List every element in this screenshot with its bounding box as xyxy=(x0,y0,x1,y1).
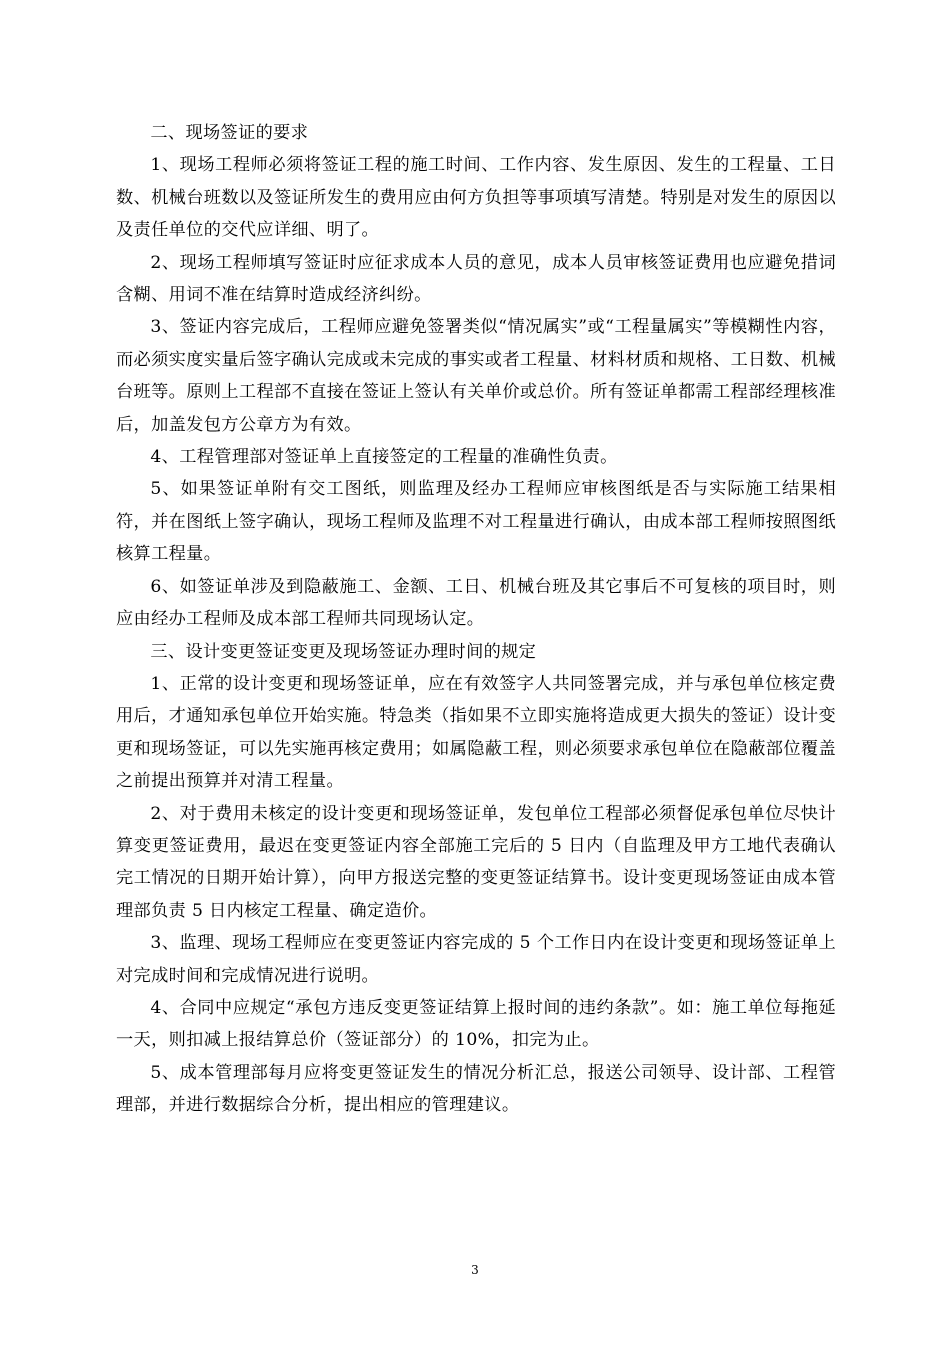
paragraph-3-1: 1、正常的设计变更和现场签证单，应在有效签字人共同签署完成，并与承包单位核定费用后，才通知承包单位开始实施。特急类（指如果不立即实施将造成更大损失的签证）设计变更和现场签证，可以先实施再核定费用；如属隐蔽工程，则必须要求承包单位在隐蔽部位覆盖之前提出预算并对清工程量。 xyxy=(116,673,836,792)
paragraph-3-5: 5、成本管理部每月应将变更签证发生的情况分析汇总，报送公司领导、设计部、工程管理部，并进行数据综合分析，提出相应的管理建议。 xyxy=(116,1062,836,1116)
paragraph-2-3: 3、签证内容完成后，工程师应避免签署类似“情况属实”或“工程量属实”等模糊性内容，而必须实度实量后签字确认完成或未完成的事实或者工程量、材料材质和规格、工日数、机械台班等。原则上工程部不直接在签证上签认有关单价或总价。所有签证单都需工程部经理核准后，加盖发包方公章方为有效。 xyxy=(116,317,836,435)
document-body xyxy=(116,117,836,1122)
paragraph-2-6: 6、如签证单涉及到隐蔽施工、金额、工日、机械台班及其它事后不可复核的项目时，则应由经办工程师及成本部工程师共同现场认定。 xyxy=(116,576,836,630)
paragraph-2-1: 1、现场工程师必须将签证工程的施工时间、工作内容、发生原因、发生的工程量、工日数、机械台班数以及签证所发生的费用应由何方负担等事项填写清楚。特别是对发生的原因以及责任单位的交代应详细、明了。 xyxy=(116,155,836,241)
paragraph-3-3: 3、监理、现场工程师应在变更签证内容完成的 5 个工作日内在设计变更和现场签证单上对完成时间和完成情况进行说明。 xyxy=(116,933,836,986)
section-heading-2: 二、现场签证的要求 xyxy=(150,123,309,143)
paragraph-2-2: 2、现场工程师填写签证时应征求成本人员的意见，成本人员审核签证费用也应避免措词含糊、用词不准在结算时造成经济纠纷。 xyxy=(116,252,836,306)
section-heading-3: 三、设计变更签证变更及现场签证办理时间的规定 xyxy=(150,641,537,662)
page-number: 3 xyxy=(471,1263,479,1277)
paragraph-3-4: 4、合同中应规定“承包方违反变更签证结算上报时间的违约条款”。如：施工单位每拖延一天，则扣减上报结算总价（签证部分）的 10%，扣完为止。 xyxy=(116,997,836,1051)
paragraph-3-2: 2、对于费用未核定的设计变更和现场签证单，发包单位工程部必须督促承包单位尽快计算变更签证费用，最迟在变更签证内容全部施工完后的 5 日内（自监理及甲方工地代表确认完工情况的日期开始计算），向甲方报送完整的变更签证结算书。设计变更现场签证由成本管理部负责 5 日内核定工程量、确定造价。 xyxy=(116,803,836,921)
paragraph-2-4: 4、工程管理部对签证单上直接签定的工程量的准确性负责。 xyxy=(150,447,618,468)
paragraph-2-5: 5、如果签证单附有交工图纸，则监理及经办工程师应审核图纸是否与实际施工结果相符，并在图纸上签字确认，现场工程师及监理不对工程量进行确认，由成本部工程师按照图纸核算工程量。 xyxy=(116,479,836,565)
